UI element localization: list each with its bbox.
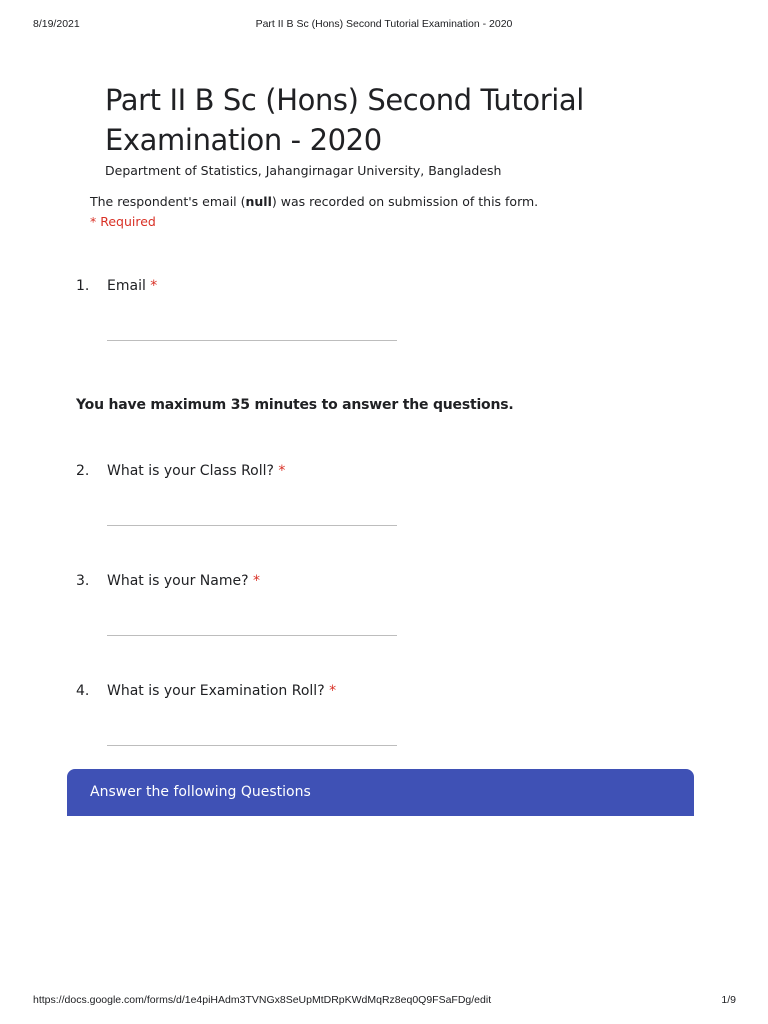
question-number: 1. [76,278,90,294]
question-text [107,278,157,294]
required-star: * [329,683,337,699]
examination-roll-answer-field[interactable] [107,745,397,746]
question-text [107,683,336,699]
question-text [107,573,260,589]
email-notice-prefix: The respondent's email ( [90,194,246,209]
email-notice-value: null [245,194,272,209]
print-url: https://docs.google.com/forms/d/1e4piHAdm3TVNGx8SeUpMtDRpKWdMqRz8eq0Q9FSaFDg/edit [33,994,492,1006]
print-doc-title: Part II B Sc (Hons) Second Tutorial Examination - 2020 [255,18,513,30]
required-star: * [150,278,158,294]
name-answer-field[interactable] [107,635,397,636]
page-number: 1/9 [721,994,736,1006]
section-header [67,769,694,816]
required-note: * Required [90,214,156,229]
print-date: 8/19/2021 [33,18,80,30]
question-number: 3. [76,573,90,589]
print-header [0,18,768,32]
form-title-line-1: Part II B Sc (Hons) Second Tutorial [105,83,584,117]
question-label: What is your Name? [107,573,253,589]
email-notice [90,194,538,209]
required-star: * [278,463,286,479]
form-subtitle: Department of Statistics, Jahangirnagar University, Bangladesh [105,163,502,178]
form-title [105,80,665,160]
section-title: Answer the following Questions [90,784,311,800]
instruction-text: You have maximum 35 minutes to answer the questions. [76,397,514,413]
question-number: 2. [76,463,90,479]
required-star: * [252,573,260,589]
email-notice-suffix: ) was recorded on submission of this form. [271,194,539,209]
email-answer-field[interactable] [107,340,397,341]
form-title-line-2: Examination - 2020 [105,123,382,157]
question-label: Email [107,278,151,294]
question-label: What is your Examination Roll? [107,683,330,699]
question-number: 4. [76,683,90,699]
class-roll-answer-field[interactable] [107,525,397,526]
question-label: What is your Class Roll? [107,463,279,479]
question-text [107,463,285,479]
